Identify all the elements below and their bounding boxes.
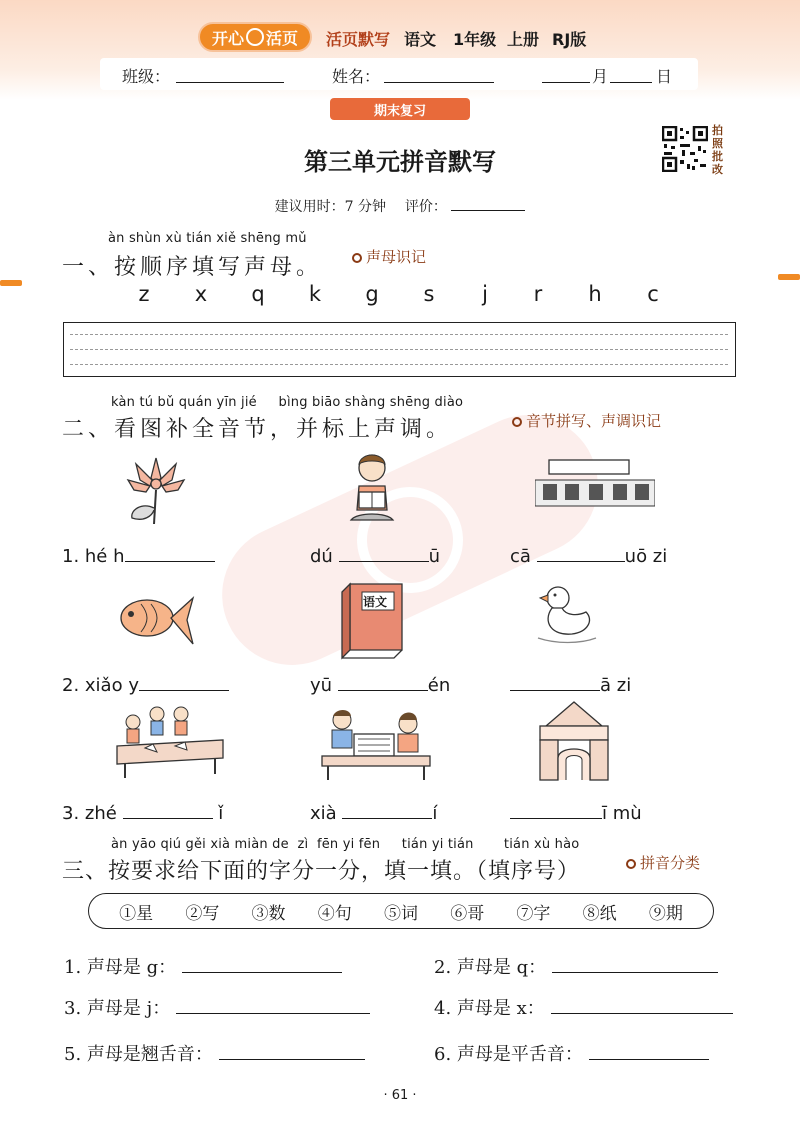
character-choices bbox=[88, 893, 714, 929]
tag-star-icon bbox=[626, 859, 636, 869]
suggested-time: 建议用时：7 分钟 bbox=[274, 199, 386, 215]
choice-item: ⑤词 bbox=[383, 903, 418, 924]
question-2-2c bbox=[510, 672, 631, 696]
question-suffix: ū bbox=[428, 546, 440, 567]
month-field[interactable] bbox=[542, 82, 590, 83]
name-field[interactable] bbox=[384, 82, 494, 83]
question-2-1c bbox=[510, 543, 667, 567]
question-suffix: uō zi bbox=[624, 546, 668, 567]
student-info-bar bbox=[100, 58, 698, 90]
meta-line bbox=[0, 196, 800, 216]
section2-tag-text: 音节拼写、声调识记 bbox=[526, 412, 662, 430]
answer-blank[interactable] bbox=[182, 954, 342, 973]
question-2-3a bbox=[62, 800, 223, 824]
letter-item: k bbox=[308, 282, 322, 306]
question-prefix: xià bbox=[310, 803, 343, 824]
answer-blank[interactable] bbox=[552, 954, 718, 973]
class-label: 班级： bbox=[122, 67, 171, 86]
choice-item: ⑥哥 bbox=[450, 903, 485, 924]
page-title: 第三单元拼音默写 bbox=[304, 147, 496, 176]
volume-label: 上册 bbox=[507, 30, 540, 49]
answer-row bbox=[434, 953, 718, 979]
answer-row bbox=[434, 1040, 709, 1066]
choice-item: ④句 bbox=[317, 903, 352, 924]
letter-item: r bbox=[533, 282, 543, 306]
question-2-1b bbox=[310, 543, 440, 567]
tag-star-icon bbox=[352, 253, 362, 263]
question-2-2a bbox=[62, 672, 229, 696]
review-badge: 期末复习 bbox=[330, 98, 470, 120]
answer-blank[interactable] bbox=[338, 672, 428, 691]
subject-label: 语文 bbox=[404, 30, 437, 49]
answer-blank[interactable] bbox=[139, 672, 229, 691]
answer-blank[interactable] bbox=[551, 995, 733, 1014]
letter-item: z bbox=[138, 282, 150, 306]
question-prefix: cā bbox=[510, 546, 537, 567]
answer-blank[interactable] bbox=[537, 543, 625, 562]
tag-star-icon bbox=[512, 417, 522, 427]
day-field[interactable] bbox=[610, 82, 652, 83]
goldfish-icon bbox=[115, 590, 195, 650]
brand-circle-icon bbox=[246, 28, 264, 46]
question-2-1a bbox=[62, 543, 215, 567]
guide-line bbox=[70, 364, 728, 365]
question-suffix: ī mù bbox=[602, 803, 642, 824]
section1-tag bbox=[352, 246, 426, 267]
choice-item: ①星 bbox=[119, 903, 154, 924]
answer-blank[interactable] bbox=[123, 800, 213, 819]
folding-paper-kids-icon bbox=[115, 702, 225, 782]
guide-line bbox=[70, 349, 728, 350]
question-prefix: 1. hé h bbox=[62, 546, 125, 567]
guide-line bbox=[70, 334, 728, 335]
answer-label: 2. 声母是 q： bbox=[434, 957, 547, 978]
section2-pinyin: kàn tú bǔ quán yīn jié bìng biāo shàng shēng diào bbox=[111, 395, 464, 410]
qr-caption: 拍照批改 bbox=[712, 124, 723, 176]
letter-item: s bbox=[423, 282, 435, 306]
abacus-kids-icon bbox=[320, 706, 432, 782]
section3-tag-text: 拼音分类 bbox=[640, 854, 701, 872]
answer-blank[interactable] bbox=[589, 1041, 709, 1060]
answer-row bbox=[434, 994, 733, 1020]
choice-item: ③数 bbox=[251, 903, 286, 924]
reading-boy-icon bbox=[347, 450, 397, 525]
question-2-3b bbox=[310, 800, 437, 824]
question-2-2b bbox=[310, 672, 450, 696]
toy-blocks-icon bbox=[536, 700, 612, 784]
question-prefix: 3. zhé bbox=[62, 803, 123, 824]
letter-item: j bbox=[482, 282, 488, 306]
answer-row bbox=[64, 994, 370, 1020]
classroom-scene-icon bbox=[535, 458, 655, 513]
brand-part-2: 活页 bbox=[266, 28, 299, 48]
answer-label: 3. 声母是 j： bbox=[64, 998, 171, 1019]
answer-label: 6. 声母是平舌音： bbox=[434, 1044, 583, 1065]
edition-label: RJ版 bbox=[552, 30, 587, 49]
month-label: 月 bbox=[592, 67, 609, 86]
question-prefix: yū bbox=[310, 675, 338, 696]
answer-label: 1. 声母是 g： bbox=[64, 957, 177, 978]
section3-pinyin: àn yāo qiú gěi xià miàn de zì fēn yi fēn tián yi tián tián xù hào bbox=[111, 837, 580, 852]
class-field[interactable] bbox=[176, 82, 284, 83]
section1-tag-text: 声母识记 bbox=[366, 248, 427, 266]
side-mark-right bbox=[778, 274, 800, 280]
answer-row bbox=[64, 953, 342, 979]
section1-heading: 一、按顺序填写声母。 bbox=[62, 255, 323, 280]
section3-tag bbox=[626, 852, 700, 873]
letter-item: h bbox=[588, 282, 602, 306]
answer-blank[interactable] bbox=[342, 800, 432, 819]
answer-blank[interactable] bbox=[125, 543, 215, 562]
name-label: 姓名： bbox=[332, 67, 381, 86]
answer-blank[interactable] bbox=[176, 995, 370, 1014]
choice-item: ⑨期 bbox=[648, 903, 683, 924]
series-label: 活页默写 bbox=[326, 30, 391, 49]
letter-item: x bbox=[194, 282, 208, 306]
answer-label: 5. 声母是翘舌音： bbox=[64, 1044, 213, 1065]
question-suffix: ǐ bbox=[212, 803, 224, 824]
choice-item: ⑦字 bbox=[516, 903, 551, 924]
answer-blank[interactable] bbox=[339, 543, 429, 562]
answer-row bbox=[64, 1040, 365, 1066]
question-suffix: ā zi bbox=[600, 675, 632, 696]
lotus-icon bbox=[124, 450, 188, 530]
side-mark-left bbox=[0, 280, 22, 286]
letter-item: c bbox=[647, 282, 659, 306]
answer-blank[interactable] bbox=[510, 672, 600, 691]
book-title: 语文 bbox=[363, 595, 388, 609]
section2-heading: 二、看图补全音节，并标上声调。 bbox=[62, 417, 453, 442]
brand-part-1: 开心 bbox=[211, 28, 244, 48]
evaluation-label: 评价： bbox=[404, 199, 447, 215]
section2-tag bbox=[512, 410, 661, 431]
day-label: 日 bbox=[656, 67, 673, 86]
evaluation-field[interactable] bbox=[451, 198, 525, 211]
answer-blank[interactable] bbox=[510, 800, 602, 819]
duckling-icon bbox=[536, 582, 598, 646]
brand-logo bbox=[198, 22, 312, 52]
choice-item: ②写 bbox=[185, 903, 220, 924]
question-prefix: dú bbox=[310, 546, 339, 567]
grade-label: 1年级 bbox=[453, 30, 497, 49]
question-suffix: én bbox=[427, 675, 451, 696]
answer-blank[interactable] bbox=[219, 1041, 365, 1060]
answer-label: 4. 声母是 x： bbox=[434, 998, 545, 1019]
question-suffix: í bbox=[432, 803, 438, 824]
question-prefix: 2. xiǎo y bbox=[62, 675, 139, 696]
section1-pinyin: àn shùn xù tián xiě shēng mǔ bbox=[108, 231, 307, 246]
letter-item: q bbox=[251, 282, 265, 306]
choice-item: ⑧纸 bbox=[582, 903, 617, 924]
letter-item: g bbox=[365, 282, 379, 306]
question-2-3c bbox=[510, 800, 642, 824]
section3-heading: 三、按要求给下面的字分一分，填一填。（填序号） bbox=[62, 859, 581, 884]
page-number: · 61 · bbox=[383, 1088, 417, 1103]
